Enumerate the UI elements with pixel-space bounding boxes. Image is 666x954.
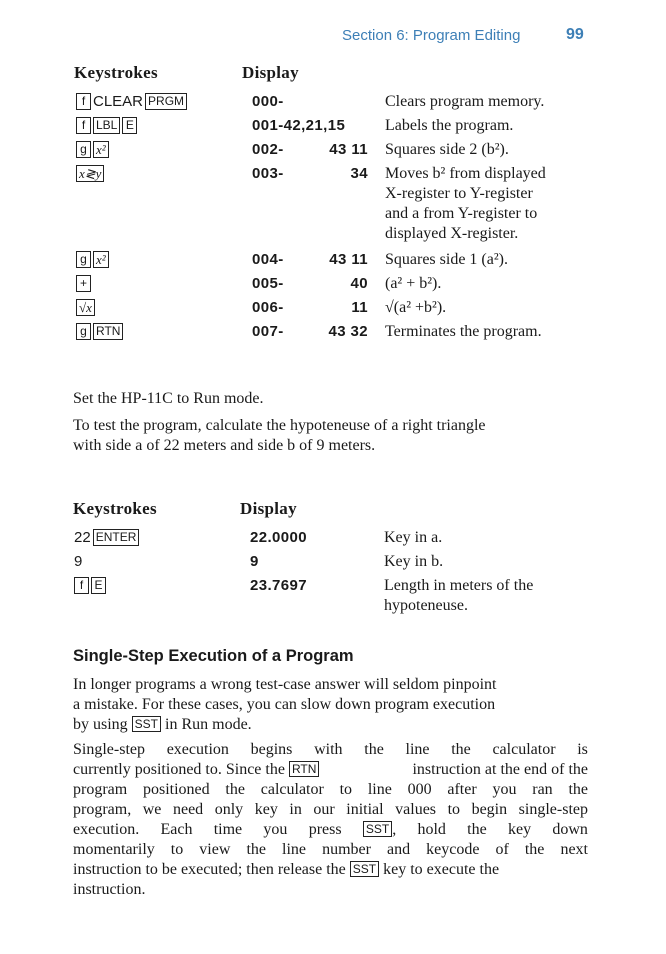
run-mode-paragraph: Set the HP-11C to Run mode. <box>73 390 264 407</box>
test-paragraph <box>73 416 588 456</box>
section-heading: Single-Step Execution of a Program <box>73 647 354 665</box>
paragraph-line: by using SST in Run mode. <box>73 716 252 733</box>
display-cell: 003- <box>252 165 284 182</box>
paragraph-line: instruction. <box>73 881 146 898</box>
calculator-key-icon: ENTER <box>93 529 140 546</box>
rtn-key-icon: RTN <box>289 761 319 777</box>
keystrokes-cell <box>74 528 141 546</box>
keycode-cell: 40 <box>350 275 368 292</box>
calculator-key-icon: f <box>76 117 91 134</box>
calculator-key-icon: LBL <box>93 117 120 134</box>
keystrokes-cell <box>76 140 111 158</box>
calculator-key-icon: g <box>76 251 91 268</box>
display-cell: 005- <box>252 275 284 292</box>
paragraph-line: a mistake. For these cases, you can slow down program execution <box>73 696 496 713</box>
keystrokes-cell <box>74 552 84 570</box>
paragraph-line: currently positioned to. Since the RTN instruction at the end of the <box>73 761 588 778</box>
calculator-key-icon: f <box>74 577 89 594</box>
paragraph-line: program positioned the calculator to line 000 after you ran the <box>73 781 588 798</box>
keystrokes-cell <box>74 576 108 594</box>
calculator-key-icon: f <box>76 93 91 110</box>
sst-key-icon: SST <box>363 821 392 837</box>
single-step-paragraph <box>73 740 588 900</box>
keystrokes-cell <box>76 322 125 340</box>
paragraph-line: In longer programs a wrong test-case answer will seldom pinpoint <box>73 676 497 693</box>
calculator-key-icon: √x <box>76 299 95 316</box>
section-title: Section 6: Program Editing <box>342 27 521 44</box>
keycode-cell: 11 <box>351 299 368 316</box>
paragraph-line: instruction to be executed; then release the SST key to execute the <box>73 861 500 878</box>
calculator-key-icon: g <box>76 323 91 340</box>
description-cell: Key in a. <box>384 529 443 546</box>
sst-key-icon: SST <box>350 861 379 877</box>
keystrokes-heading: Keystrokes <box>74 63 158 82</box>
calculator-key-icon: PRGM <box>145 93 187 110</box>
keycode-cell: 43 11 <box>329 141 368 158</box>
display-heading-2: Display <box>240 499 297 518</box>
keystrokes-cell <box>76 116 139 134</box>
description-cell: Labels the program. <box>385 117 514 134</box>
description-cell: Squares side 1 (a²). <box>385 251 508 268</box>
description-cell: √(a² +b²). <box>385 299 447 316</box>
calculator-key-icon: + <box>76 275 91 292</box>
display-cell: 23.7697 <box>250 577 308 594</box>
display-cell: 9 <box>250 553 259 570</box>
paragraph-line: program, we need only key in our initial values to begin single-step <box>73 801 588 818</box>
paragraph-line: execution. Each time you press SST , hold the key down <box>73 821 588 838</box>
calculator-key-icon: g <box>76 141 91 158</box>
keycode-cell: 43 11 <box>329 251 368 268</box>
description-cell: Squares side 2 (b²). <box>385 141 509 158</box>
calculator-key-icon: E <box>91 577 106 594</box>
longer-programs-paragraph <box>73 675 588 735</box>
description-cell: Terminates the program. <box>385 323 542 340</box>
keystrokes-cell <box>76 274 93 292</box>
keystroke-text: 22 <box>74 528 91 546</box>
page-number: 99 <box>566 26 584 43</box>
keystroke-text: 9 <box>74 552 83 570</box>
calculator-key-icon: x² <box>93 251 109 268</box>
page-header <box>0 27 666 47</box>
calculator-key-icon: x≷y <box>76 165 104 182</box>
display-cell: 006- <box>252 299 284 316</box>
keystrokes-cell <box>76 298 97 316</box>
display-cell: 004- <box>252 251 284 268</box>
description-cell: Clears program memory. <box>385 93 545 110</box>
keystrokes-cell <box>76 92 189 110</box>
sst-key-icon: SST <box>132 716 161 732</box>
display-cell: 002- <box>252 141 284 158</box>
calculator-key-icon: RTN <box>93 323 123 340</box>
keystrokes-cell <box>76 250 111 268</box>
description-cell: Moves b² from displayed X-register to Y-register and a from Y-register to displayed X-register. <box>385 165 546 242</box>
description-cell: Key in b. <box>384 553 444 570</box>
test-paragraph-line: To test the program, calculate the hypoteneuse of a right triangle <box>73 417 486 434</box>
test-paragraph-line: with side a of 22 meters and side b of 9 meters. <box>73 437 376 454</box>
display-cell: 000- <box>252 93 284 110</box>
keycode-cell: 43 32 <box>328 323 368 340</box>
display-heading: Display <box>242 63 299 82</box>
keystrokes-heading-2: Keystrokes <box>73 499 157 518</box>
display-cell: 007- <box>252 323 284 340</box>
description-cell: (a² + b²). <box>385 275 442 292</box>
keycode-cell: 34 <box>350 165 368 182</box>
calculator-key-icon: x² <box>93 141 109 158</box>
keystroke-text: CLEAR <box>93 92 144 110</box>
display-cell: 001-42,21,15 <box>252 117 346 134</box>
paragraph-line: Single-step execution begins with the line the calculator is <box>73 741 588 758</box>
display-cell: 22.0000 <box>250 529 308 546</box>
calculator-key-icon: E <box>122 117 137 134</box>
keystrokes-cell <box>76 164 106 182</box>
paragraph-line: momentarily to view the line number and keycode of the next <box>73 841 588 858</box>
description-cell: Length in meters of the hypoteneuse. <box>384 577 534 614</box>
